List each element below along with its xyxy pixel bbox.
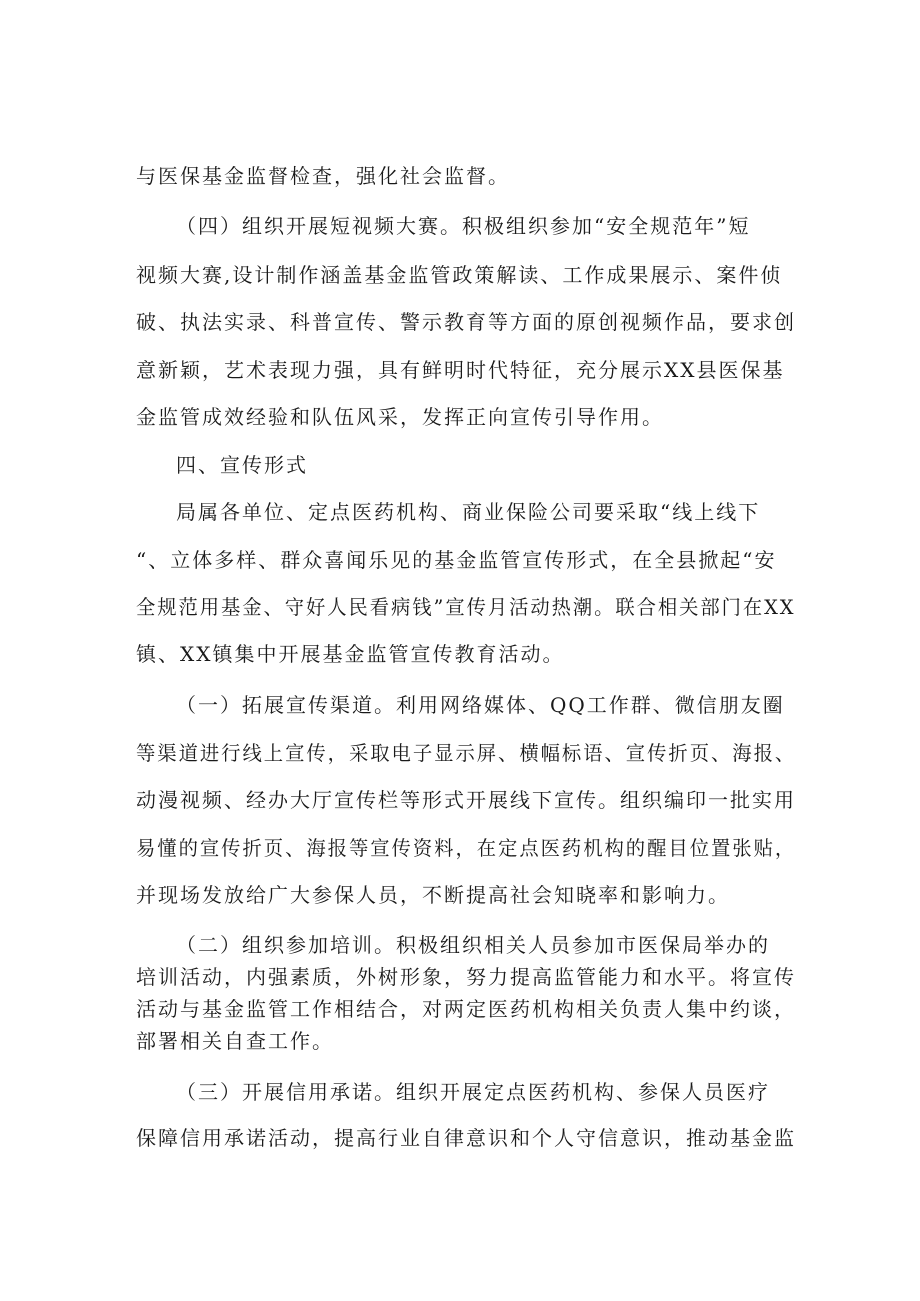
text-line: 金监管成效经验和队伍风采，发挥正向宣传引导作用。 — [136, 405, 664, 429]
text-line: 保障信用承诺活动，提高行业自律意识和个人守信意识，推动基金监 — [136, 1126, 796, 1150]
text-line: 部署相关自查工作。 — [136, 1029, 334, 1053]
text-line: （三）开展信用承诺。组织开展定点医药机构、参保人员医疗 — [176, 1080, 770, 1104]
text-line: 动漫视频、经办大厅宣传栏等形式开展线下宣传。组织编印一批实用 — [136, 788, 796, 812]
text-line: 全规范用基金、守好人民看病钱”宣传月活动热潮。联合相关部门在XX — [136, 595, 796, 619]
text-line: 局属各单位、定点医药机构、商业保险公司要采取“线上线下 — [176, 500, 761, 524]
text-line: 与医保基金监督检查，强化社会监督。 — [136, 164, 510, 188]
text-line: 培训活动，内强素质，外树形象，努力提高监管能力和水平。将宣传 — [136, 965, 796, 989]
text-line: 活动与基金监管工作相结合，对两定医药机构相关负责人集中约谈， — [136, 997, 796, 1021]
text-line: “、立体多样、群众喜闻乐见的基金监管宣传形式，在全县掀起“安 — [136, 548, 777, 572]
text-line: 等渠道进行线上宣传，采取电子显示屏、横幅标语、宣传折页、海报、 — [136, 741, 797, 765]
text-line: 破、执法实录、科普宣传、警示教育等方面的原创视频作品，要求创 — [136, 310, 796, 334]
text-line: 易懂的宣传折页、海报等宣传资料，在定点医药机构的醒目位置张贴， — [136, 836, 797, 860]
section-heading: 四、宣传形式 — [176, 453, 308, 477]
text-line: 镇、XX镇集中开展基金监管宣传教育活动。 — [136, 642, 565, 666]
text-line: （四）组织开展短视频大赛。积极组织参加“安全规范年”短 — [176, 214, 751, 238]
text-line: （一）拓展宣传渠道。利用网络媒体、QQ工作群、微信朋友圈 — [176, 693, 785, 717]
text-line: 意新颖，艺术表现力强，具有鲜明时代特征，充分展示XX县医保基 — [136, 358, 785, 382]
text-line: 视频大赛,设计制作涵盖基金监管政策解读、工作成果展示、案件侦 — [136, 263, 783, 287]
text-line: （二）组织参加培训。积极组织相关人员参加市医保局举办的 — [176, 933, 770, 957]
text-line: 并现场发放给广大参保人员，不断提高社会知晓率和影响力。 — [136, 883, 730, 907]
